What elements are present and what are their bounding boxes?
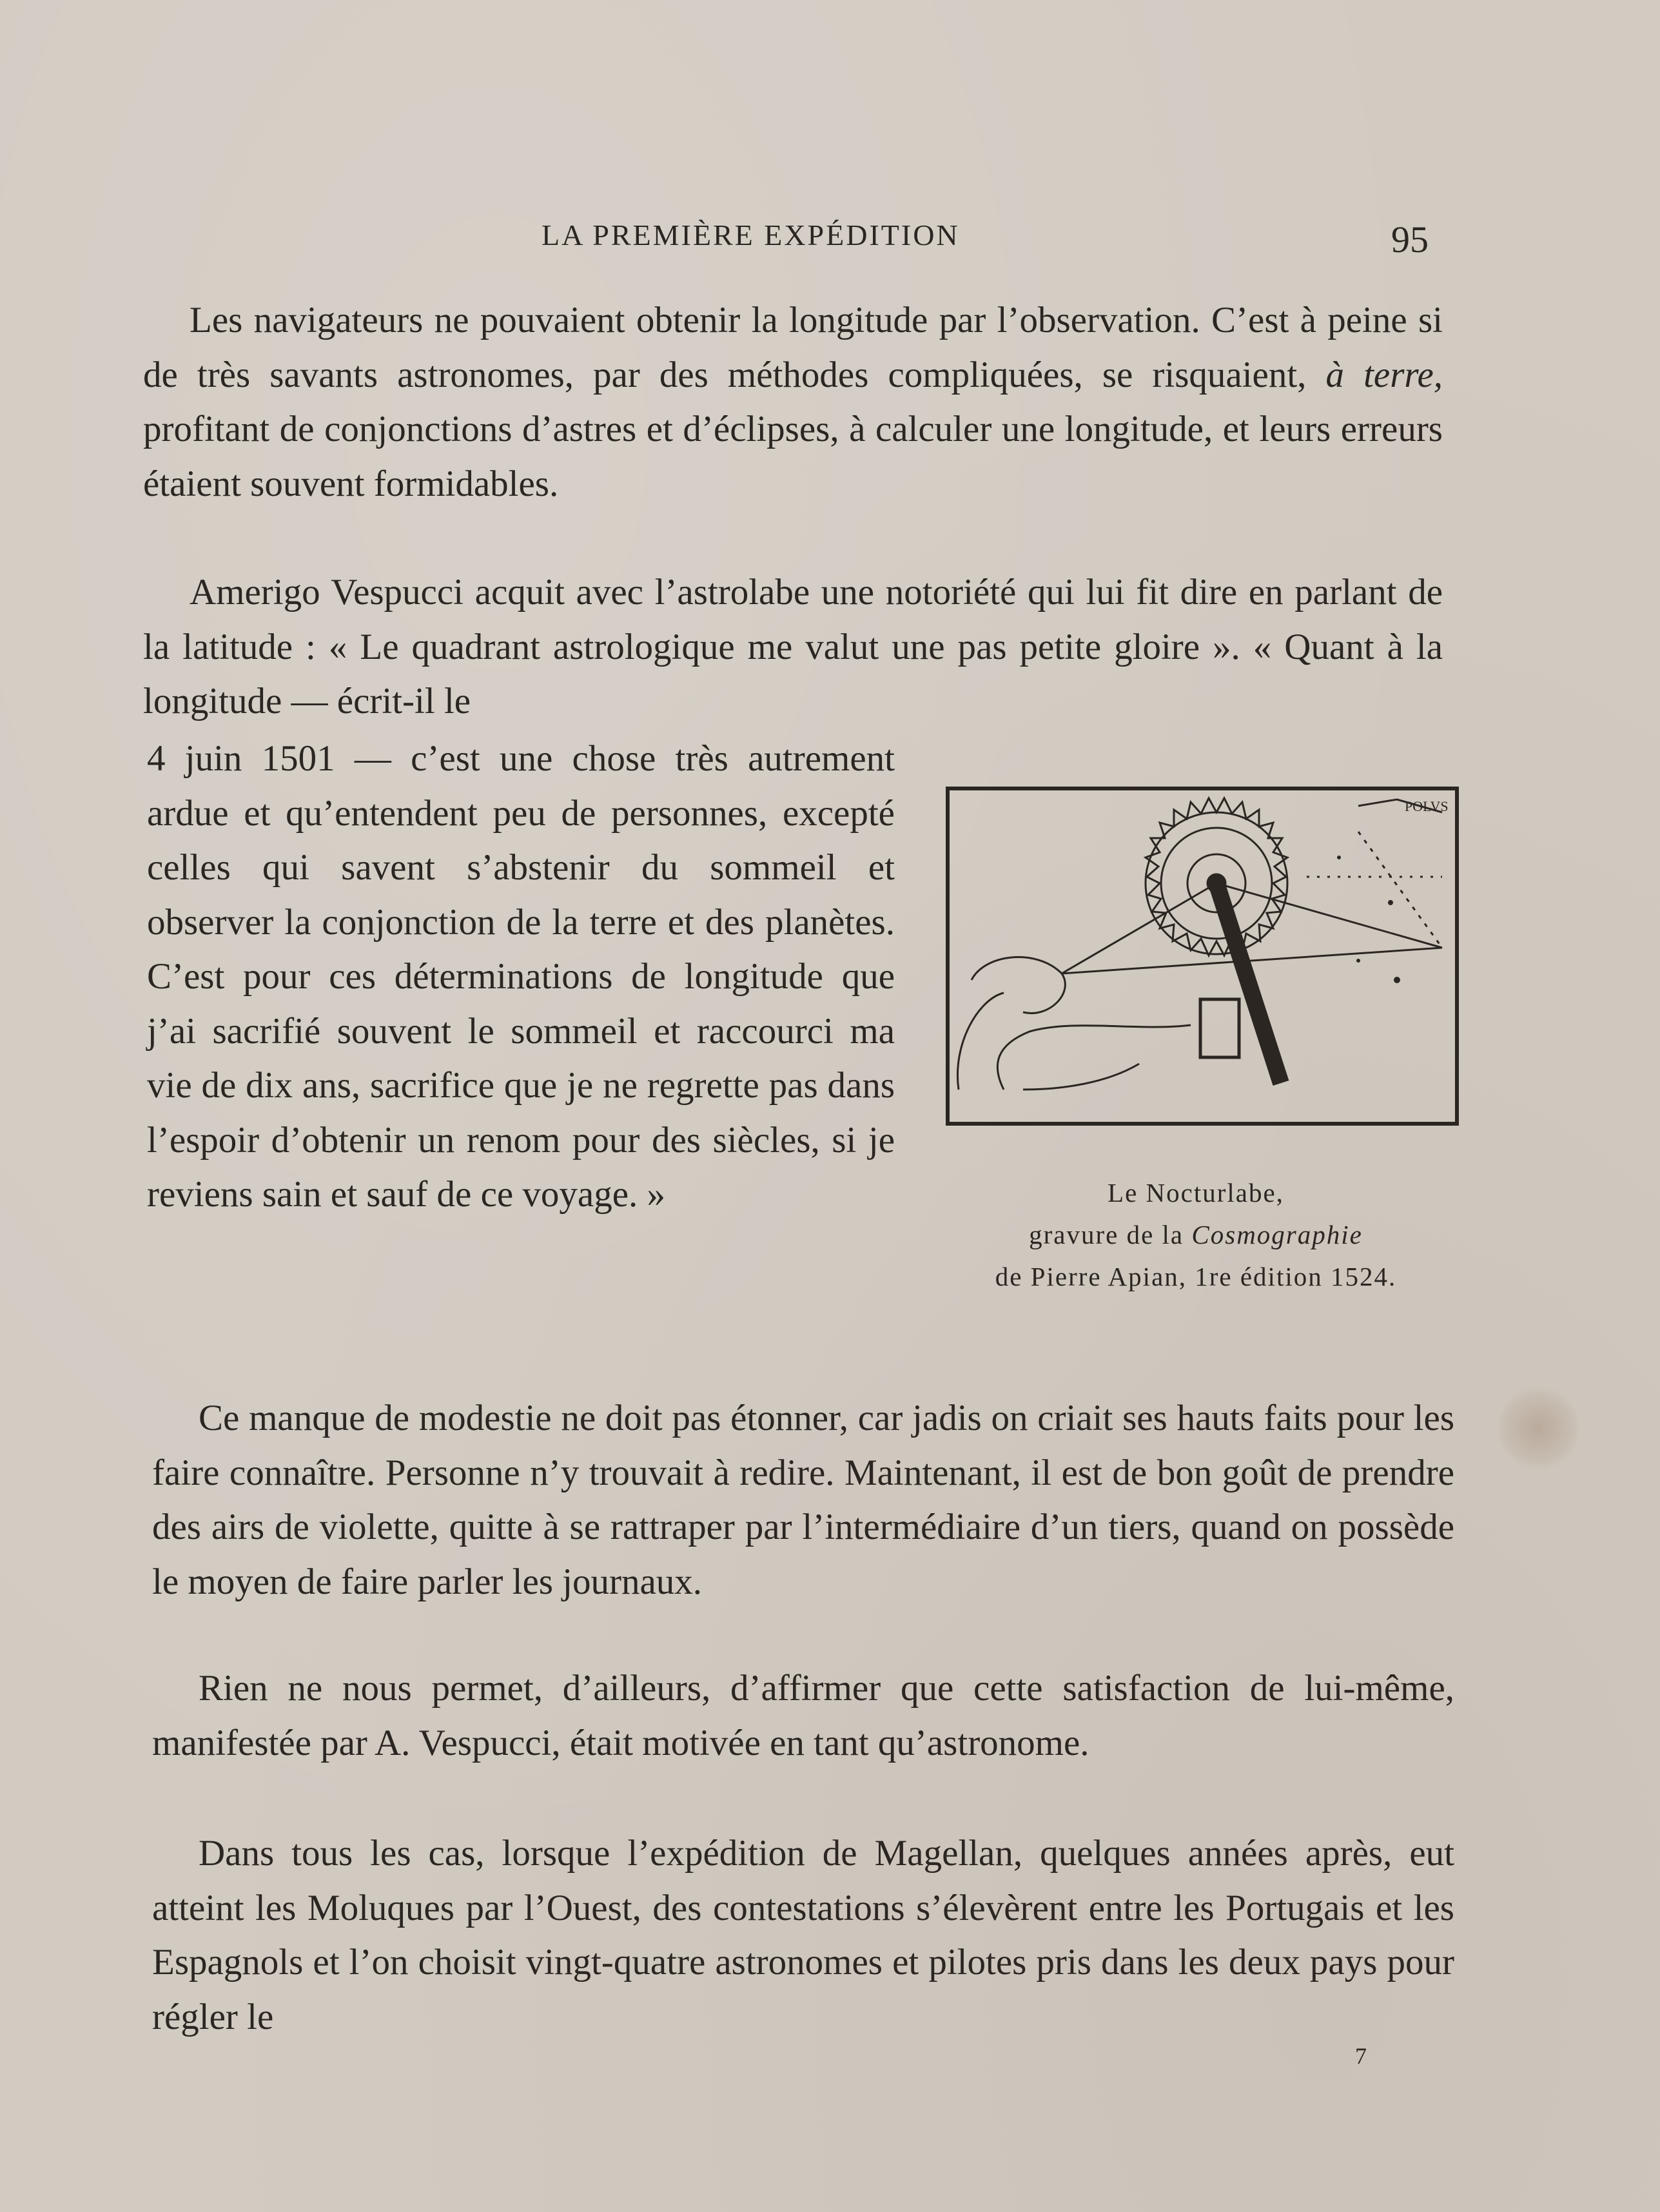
paragraph-1-rest: profitant de conjonctions d’astres et d’éclipses, à calculer une longitude, et leurs erreurs étaient souvent formidables. [143,409,1443,504]
printer-signature: 7 [1355,2043,1367,2069]
caption-line-3: de Pierre Apian, 1re édition 1524. [995,1262,1397,1291]
caption-line-2-prefix: gravure de la [1029,1220,1184,1249]
paragraph-1 [143,293,1443,511]
paragraph-5: Dans tous les cas, lorsque l’expédition de Magellan, quelques années après, eut atteint les Moluques par l’Ouest, des contestations s’élevèrent entre les Portugais et les Espagnols et l’on choisit vingt-quatre astronomes et pilotes pris dans les deux pays pour régler le [152,1833,1454,2037]
figure-caption [928,1172,1463,1298]
nocturlabe-engraving [946,787,1460,1128]
paragraph-3: Ce manque de modestie ne doit pas étonner, car jadis on criait ses hauts faits pour les faire connaître. Personne n’y trouvait à redire. Maintenant, il est de bon goût de prendre des airs de violette, quitte à se rattraper par l’intermédiaire d’un tiers, quand on possède le moyen de faire parler les journaux. [152,1398,1454,1602]
paragraph-4: Rien ne nous permet, d’ailleurs, d’affirmer que cette satisfaction de lui-même, manifestée par A. Vespucci, était motivée en tant qu’astronome. [152,1668,1454,1763]
paragraph-2: Amerigo Vespucci acquit avec l’astrolabe une notoriété qui lui fit dire en parlant de la latitude : « Le quadrant astrologique me valut une pas petite gloire ». « Quant à la longitude — écrit-il le [143,572,1443,721]
paper-stain [1497,1386,1581,1470]
caption-book-title: Cosmographie [1191,1220,1363,1249]
running-title: LA PREMIÈRE EXPÉDITION [542,219,960,251]
caption-title: Le Nocturlabe, [1108,1178,1284,1208]
page-number: 95 [1391,219,1429,260]
paragraph-1-emphasis: à terre, [1325,354,1443,395]
paragraph-1-text: Les navigateurs ne pouvaient obtenir la longitude par l’observation. C’est à peine si de très savants astronomes, par des méthodes compliquées, se risquaient, [143,300,1443,395]
engraving-label: POLVS [1405,798,1449,814]
caption-line-2 [928,1214,1463,1256]
engraving-drawing [946,787,1460,1128]
paragraph-2-continuation: 4 juin 1501 — c’est une chose très autrement ardue et qu’entendent peu de personnes, excepté celles qui savent s’abstenir du sommeil et observer la conjonction de la terre et des planètes. C’est pour ces déterminations de longitude que j’ai sacrifié souvent le sommeil et raccourci ma vie de dix ans, sacrifice que je ne regrette pas dans l’espoir d’obtenir un renom pour des siècles, si je reviens sain et sauf de ce voyage. » [147,738,895,1215]
